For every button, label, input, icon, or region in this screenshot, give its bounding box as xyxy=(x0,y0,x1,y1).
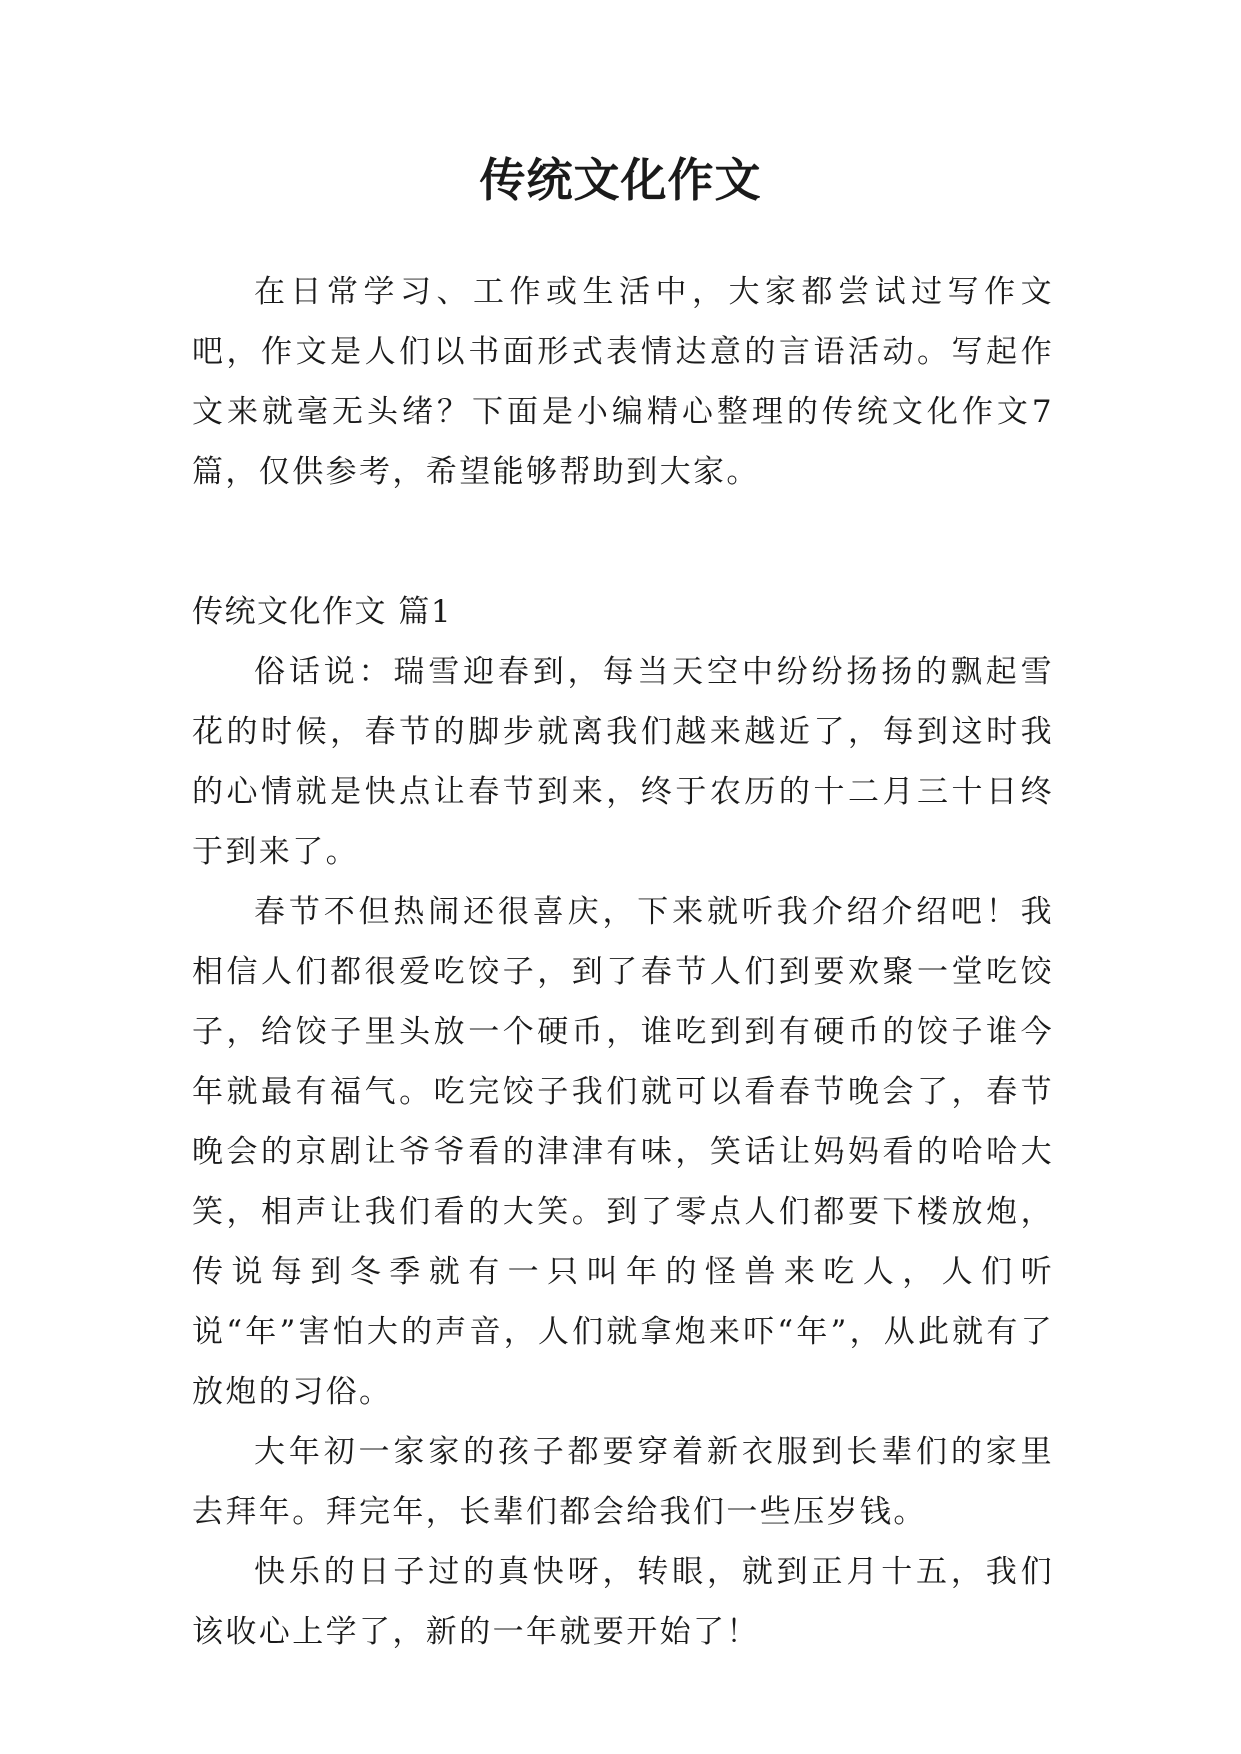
document-body xyxy=(192,262,1054,1662)
intro-paragraph: 在日常学习、工作或生活中，大家都尝试过写作文吧，作文是人们以书面形式表情达意的言语活动。写起作文来就毫无头绪？下面是小编精心整理的传统文化作文7篇，仅供参考，希望能够帮助到大家。 xyxy=(192,274,1054,490)
essay-section xyxy=(192,582,1054,1662)
body-paragraph: 大年初一家家的孩子都要穿着新衣服到长辈们的家里去拜年。拜完年，长辈们都会给我们一些压岁钱。 xyxy=(192,1434,1054,1530)
body-paragraph: 春节不但热闹还很喜庆，下来就听我介绍介绍吧！我相信人们都很爱吃饺子，到了春节人们到要欢聚一堂吃饺子，给饺子里头放一个硬币，谁吃到到有硬币的饺子谁今年就最有福气。吃完饺子我们就可以看春节晚会了，春节晚会的京剧让爷爷看的津津有味，笑话让妈妈看的哈哈大笑，相声让我们看的大笑。到了零点人们都要下楼放炮，传说每到冬季就有一只叫年的怪兽来吃人，人们听说“年”害怕大的声音，人们就拿炮来吓“年”，从此就有了放炮的习俗。 xyxy=(192,894,1054,1410)
body-paragraph: 俗话说：瑞雪迎春到，每当天空中纷纷扬扬的飘起雪花的时候，春节的脚步就离我们越来越近了，每到这时我的心情就是快点让春节到来，终于农历的十二月三十日终于到来了。 xyxy=(192,654,1054,870)
section-heading: 传统文化作文 篇1 xyxy=(192,594,453,630)
document-title: 传统文化作文 xyxy=(479,153,762,207)
body-paragraph: 快乐的日子过的真快呀，转眼，就到正月十五，我们该收心上学了，新的一年就要开始了！ xyxy=(192,1554,1054,1650)
